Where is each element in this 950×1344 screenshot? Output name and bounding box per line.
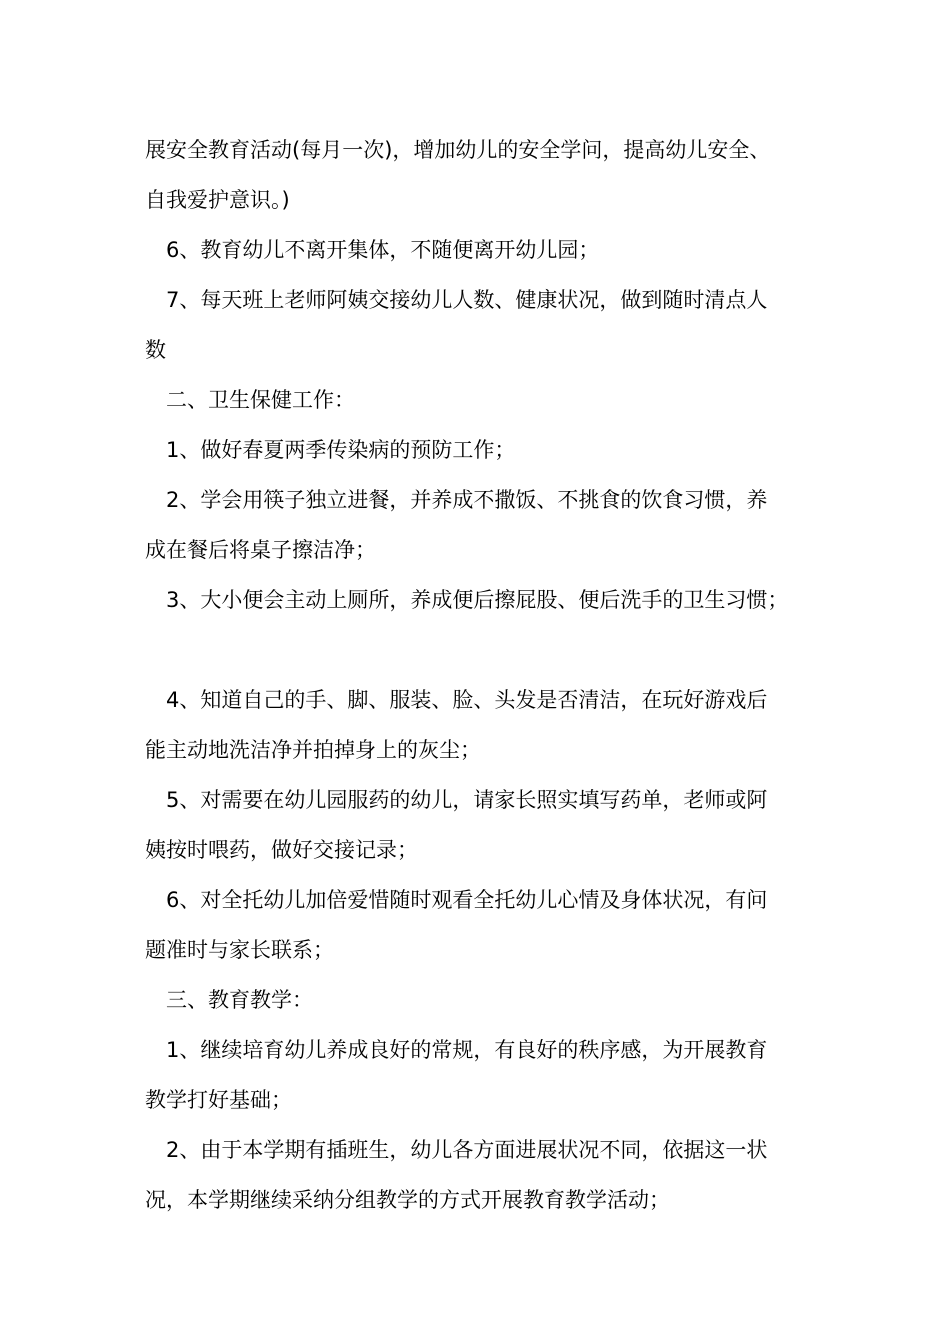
text-line: 成在餐后将桌子擦洁净；	[145, 538, 376, 562]
text-line: 教学打好基础；	[145, 1088, 292, 1112]
text-line: 3、大小便会主动上厕所，养成便后擦屁股、便后洗手的卫生习惯；	[166, 588, 789, 612]
text-line: 4、知道自己的手、脚、服装、脸、头发是否清洁，在玩好游戏后	[166, 688, 768, 712]
section-heading: 二、卫生保健工作：	[166, 388, 355, 412]
text-line: 况，本学期继续采纳分组教学的方式开展教育教学活动；	[145, 1188, 670, 1212]
text-line: 7、每天班上老师阿姨交接幼儿人数、健康状况，做到随时清点人	[166, 288, 768, 312]
text-line: 2、由于本学期有插班生，幼儿各方面进展状况不同，依据这一状	[166, 1138, 768, 1162]
text-line: 展安全教育活动(每月一次)，增加幼儿的安全学问，提高幼儿安全、	[145, 138, 771, 162]
text-line: 6、教育幼儿不离开集体，不随便离开幼儿园；	[166, 238, 600, 262]
text-line: 姨按时喂药，做好交接记录；	[145, 838, 418, 862]
text-line: 题准时与家长联系；	[145, 938, 334, 962]
section-heading: 三、教育教学：	[166, 988, 313, 1012]
text-line: 数	[145, 338, 166, 362]
text-line: 2、学会用筷子独立进餐，并养成不撒饭、不挑食的饮食习惯，养	[166, 488, 768, 512]
text-line: 自我爱护意识。)	[145, 188, 290, 212]
text-line: 6、对全托幼儿加倍爱惜随时观看全托幼儿心情及身体状况，有问	[166, 888, 768, 912]
text-line: 1、做好春夏两季传染病的预防工作；	[166, 438, 516, 462]
text-line: 能主动地洗洁净并拍掉身上的灰尘；	[145, 738, 481, 762]
text-line: 5、对需要在幼儿园服药的幼儿，请家长照实填写药单，老师或阿	[166, 788, 768, 812]
text-line: 1、继续培育幼儿养成良好的常规，有良好的秩序感，为开展教育	[166, 1038, 768, 1062]
